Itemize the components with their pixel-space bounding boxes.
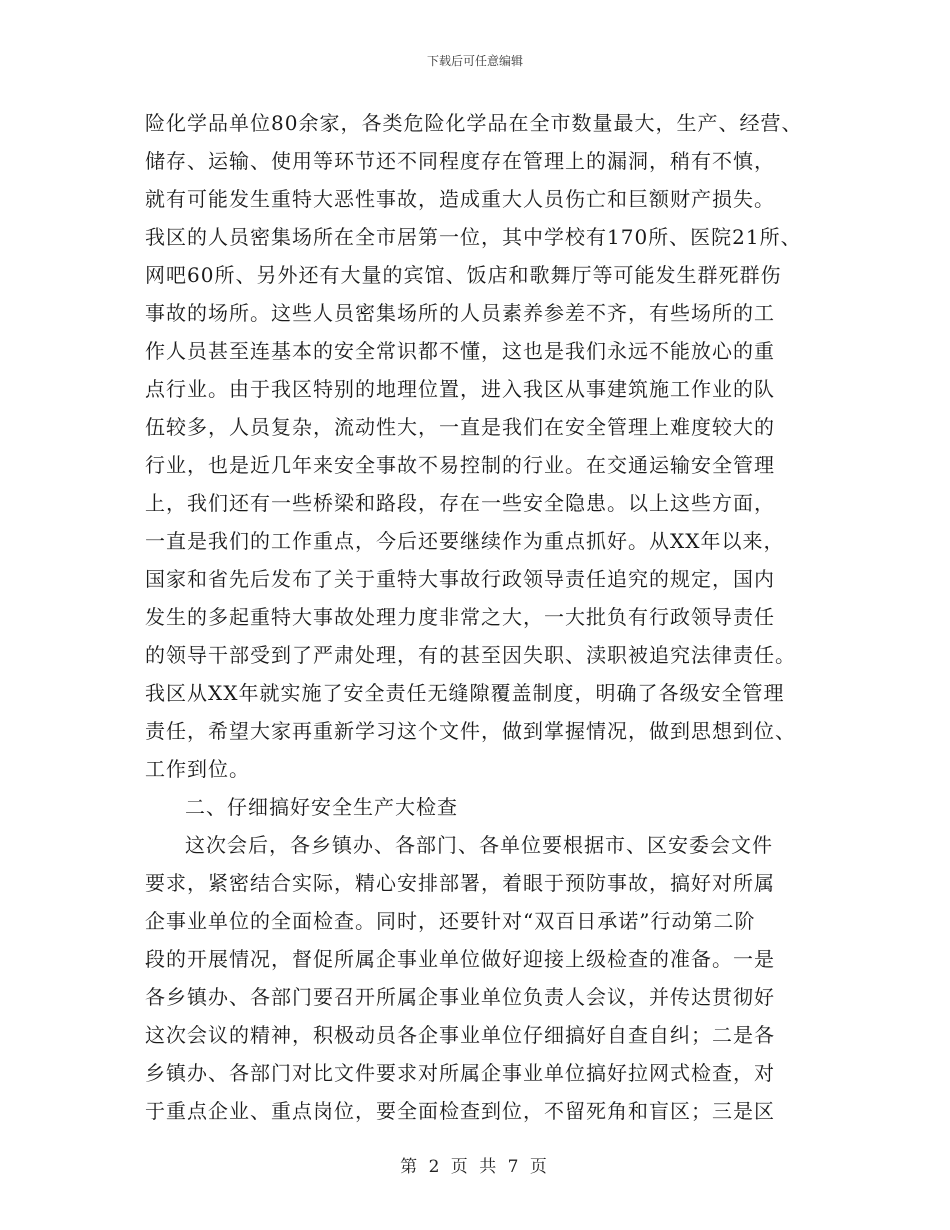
body-line: 伍较多，人员复杂，流动性大，一直是我们在安全管理上难度较大的 (145, 415, 775, 439)
section-heading: 二、仔细搞好安全生产大检查 (185, 795, 458, 819)
body-line: 储存、运输、使用等环节还不同程度存在管理上的漏洞，稍有不慎， (145, 149, 775, 173)
body-line: 国家和省先后发布了关于重特大事故行政领导责任追究的规定，国内 (145, 567, 775, 591)
body-line: 工作到位。 (145, 757, 250, 781)
body-line: 我区的人员密集场所在全市居第一位，其中学校有170所、医院21所、 (145, 225, 802, 249)
body-line: 事故的场所。这些人员密集场所的人员素养参差不齐，有些场所的工 (145, 301, 775, 325)
page-header-note: 下载后可任意编辑 (426, 54, 523, 68)
page-number: 第 2 页 共 7 页 (400, 1157, 550, 1177)
body-line: 各乡镇办、各部门要召开所属企事业单位负责人会议，并传达贯彻好 (145, 985, 775, 1009)
body-line: 乡镇办、各部门对比文件要求对所属企事业单位搞好拉网式检查，对 (145, 1061, 775, 1085)
body-line: 我区从XX年就实施了安全责任无缝隙覆盖制度，明确了各级安全管理 (145, 681, 785, 705)
body-line: 于重点企业、重点岗位，要全面检查到位，不留死角和盲区；三是区 (145, 1099, 775, 1123)
body-line: 险化学品单位80余家，各类危险化学品在全市数量最大，生产、经营、 (145, 111, 803, 135)
body-line: 发生的多起重特大事故处理力度非常之大，一大批负有行政领导责任 (145, 605, 775, 629)
body-line: 企事业单位的全面检查。同时，还要针对“双百日承诺”行动第二阶 (145, 909, 756, 933)
body-line: 行业，也是近几年来安全事故不易控制的行业。在交通运输安全管理 (145, 453, 775, 477)
body-line: 作人员甚至连基本的安全常识都不懂，这也是我们永远不能放心的重 (145, 339, 775, 363)
body-line: 段的开展情况，督促所属企事业单位做好迎接上级检查的准备。一是 (145, 947, 775, 971)
body-line: 上，我们还有一些桥梁和路段，存在一些安全隐患。以上这些方面， (145, 491, 775, 515)
document-body (145, 104, 815, 1130)
body-line: 网吧60所、另外还有大量的宾馆、饭店和歌舞厅等可能发生群死群伤 (145, 263, 782, 287)
body-line: 的领导干部受到了严肃处理，有的甚至因失职、渎职被追究法律责任。 (145, 643, 796, 667)
body-line: 责任，希望大家再重新学习这个文件，做到掌握情况，做到思想到位、 (145, 719, 796, 743)
body-line: 就有可能发生重特大恶性事故，造成重大人员伤亡和巨额财产损失。 (145, 187, 775, 211)
body-line: 要求，紧密结合实际，精心安排部署，着眼于预防事故，搞好对所属 (145, 871, 775, 895)
body-line: 点行业。由于我区特别的地理位置，进入我区从事建筑施工作业的队 (145, 377, 775, 401)
body-line: 这次会议的精神，积极动员各企事业单位仔细搞好自查自纠；二是各 (145, 1023, 775, 1047)
body-line: 一直是我们的工作重点，今后还要继续作为重点抓好。从XX年以来， (145, 529, 785, 553)
body-line: 这次会后，各乡镇办、各部门、各单位要根据市、区安委会文件 (185, 833, 773, 857)
